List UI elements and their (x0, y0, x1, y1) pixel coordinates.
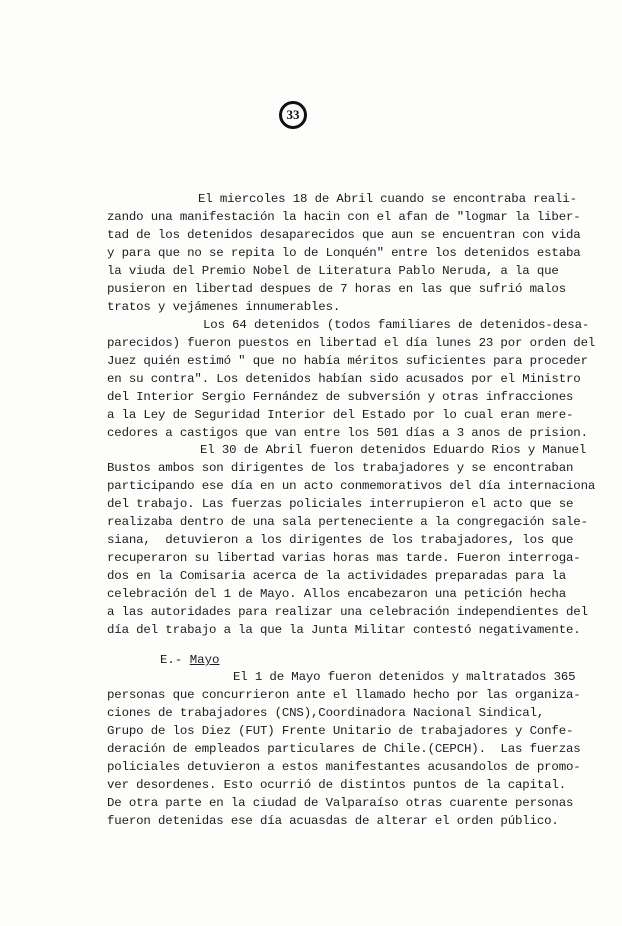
text-line: la viuda del Premio Nobel de Literatura Pablo Neruda, a la que (107, 264, 559, 278)
text-line: Juez quién estimó " que no había méritos suficientes para proceder (107, 354, 588, 368)
text-line: ciones de trabajadores (CNS),Coordinadora Nacional Sindical, (107, 706, 545, 720)
text-line: fueron detenidas ese día acuasdas de alterar el orden público. (107, 814, 559, 828)
text-line: parecidos) fueron puestos en libertad el día lunes 23 por orden del (107, 336, 596, 350)
section-label: E.- (160, 653, 183, 667)
text-line: y para que no se repita lo de Lonquén" entre los detenidos estaba (107, 246, 581, 260)
text-line: siana, detuvieron a los dirigentes de los trabajadores, los que (107, 533, 574, 547)
text-line: dos en la Comisaria acerca de la actividades preparadas para la (107, 569, 566, 583)
text-line: participando ese día en un acto conmemorativos del día internaciona (107, 479, 596, 493)
text-line: Bustos ambos son dirigentes de los trabajadores y se encontraban (107, 461, 574, 475)
text-line: del trabajo. Las fuerzas policiales interrupieron el acto que se (107, 497, 574, 511)
page-number-stamp: 33 (279, 101, 307, 129)
section-heading (160, 653, 220, 667)
text-line: cedores a castigos que van entre los 501 días a 3 anos de prision. (107, 426, 588, 440)
text-line: El 1 de Mayo fueron detenidos y maltratados 365 (233, 670, 576, 684)
section-title: Mayo (189, 653, 220, 667)
text-line: a la Ley de Seguridad Interior del Estado por lo cual eran mere- (107, 408, 574, 422)
text-line: Los 64 detenidos (todos familiares de detenidos-desa- (203, 318, 590, 332)
text-line: a las autoridades para realizar una celebración independientes del (107, 605, 588, 619)
text-line: celebración del 1 de Mayo. Allos encabezaron una petición hecha (107, 587, 566, 601)
text-line: ver desordenes. Esto ocurrió de distintos puntos de la capital. (107, 778, 566, 792)
text-line: recuperaron su libertad varias horas mas tarde. Fueron interroga- (107, 551, 581, 565)
text-line: día del trabajo a la que la Junta Militar contestó negativamente. (107, 623, 581, 637)
text-line: El 30 de Abril fueron detenidos Eduardo Rios y Manuel (200, 443, 587, 457)
text-line: en su contra". Los detenidos habían sido acusados por el Ministro (107, 372, 581, 386)
text-line: realizaba dentro de una sala perteneciente a la congregación sale- (107, 515, 588, 529)
text-line: zando una manifestación la hacin con el afan de "logmar la liber- (107, 210, 581, 224)
text-line: del Interior Sergio Fernández de subversión y otras infracciones (107, 390, 574, 404)
text-line: El miercoles 18 de Abril cuando se encontraba reali- (198, 192, 577, 206)
text-line: pusieron en libertad despues de 7 horas en las que sufrió malos (107, 282, 566, 296)
text-line: personas que concurrieron ante el llamado hecho por las organiza- (107, 688, 581, 702)
text-line: Grupo de los Diez (FUT) Frente Unitario de trabajadores y Confe- (107, 724, 574, 738)
text-line: deración de empleados particulares de Chile.(CEPCH). Las fuerzas (107, 742, 581, 756)
text-line: policiales detuvieron a estos manifestantes acusandolos de promo- (107, 760, 581, 774)
text-line: tratos y vejámenes innumerables. (107, 300, 341, 314)
text-line: tad de los detenidos desaparecidos que aun se encuentran con vida (107, 228, 581, 242)
text-line: De otra parte en la ciudad de Valparaíso otras cuarente personas (107, 796, 574, 810)
